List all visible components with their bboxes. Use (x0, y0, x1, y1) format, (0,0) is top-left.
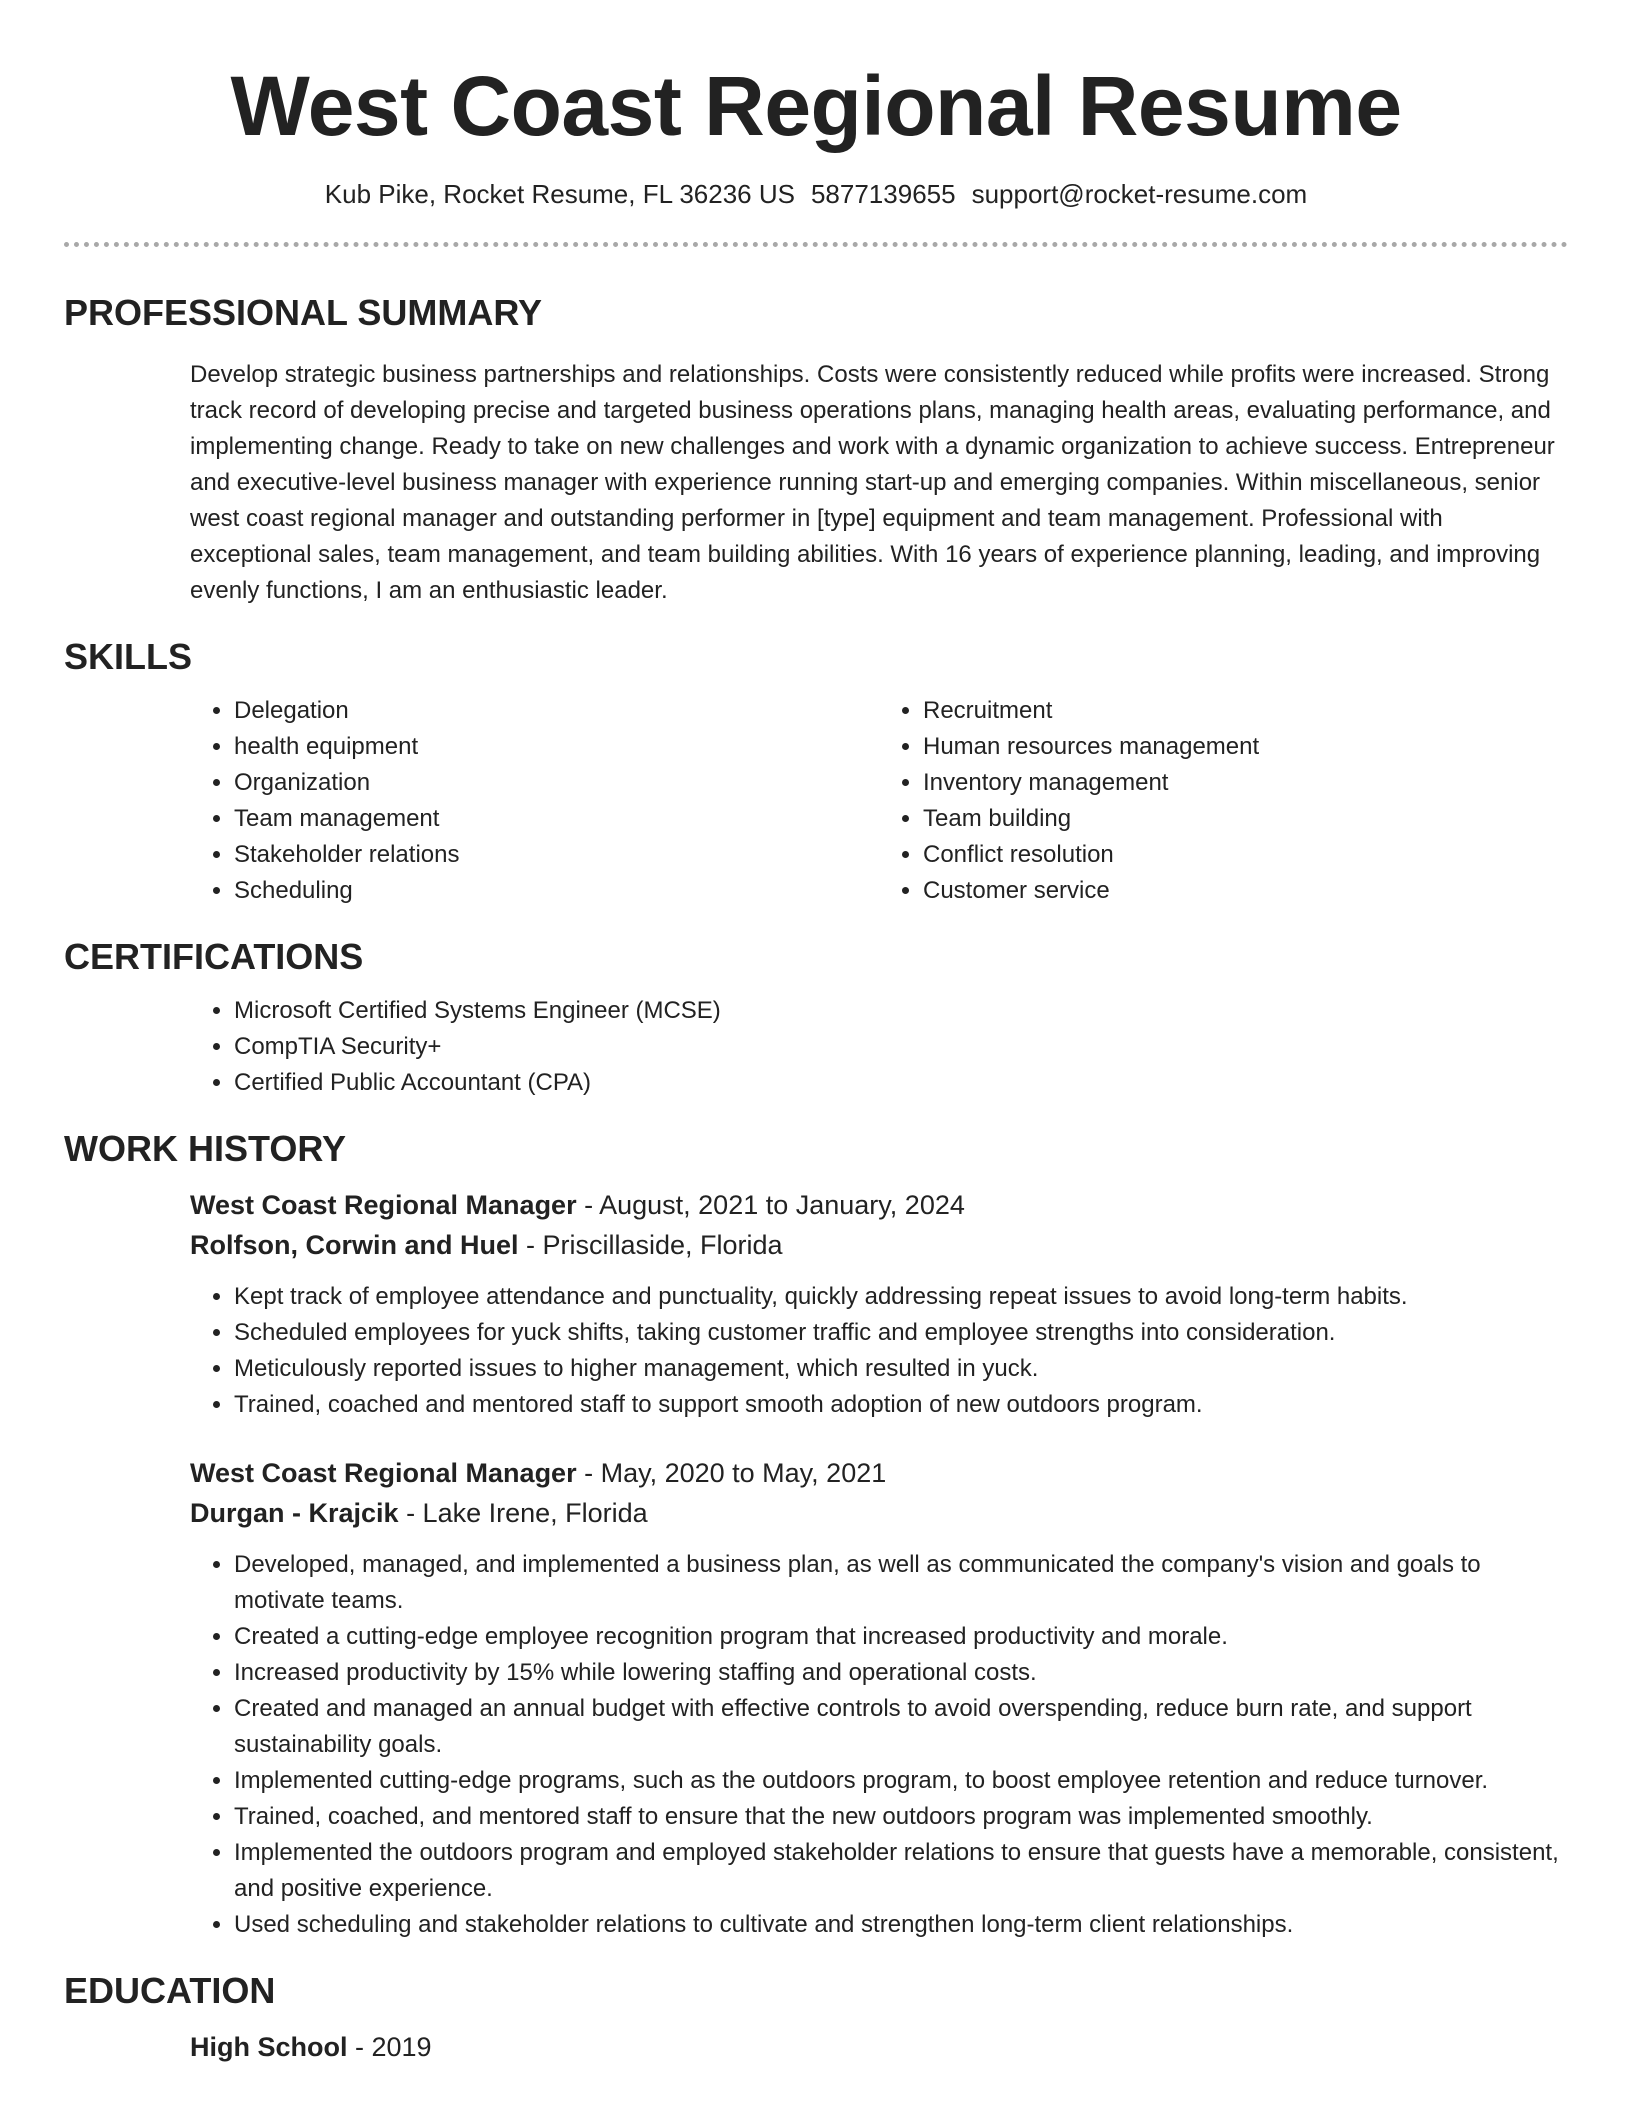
job-title-line (190, 1185, 1568, 1225)
job-company-line (190, 1493, 1568, 1533)
education-entry (190, 2027, 1568, 2067)
skills-heading: SKILLS (64, 636, 193, 677)
skills-list (190, 693, 1568, 909)
job-company: Durgan - Krajcik (190, 1498, 399, 1528)
job-bullets (190, 1279, 1568, 1423)
education-degree: High School (190, 2032, 348, 2062)
job-bullet: • Developed, managed, and implemented a business plan, as well as communicated the company's vision and goals to motivate teams. (234, 1547, 1568, 1619)
job-bullet: • Implemented cutting-edge programs, such as the outdoors program, to boost employee retention and reduce turnover. (234, 1763, 1568, 1799)
contact-phone: 5877139655 (810, 179, 956, 209)
job-location: - Priscillaside, Florida (518, 1230, 783, 1260)
job-dates: - August, 2021 to January, 2024 (576, 1190, 965, 1220)
skill-item: • Delegation (234, 693, 879, 729)
job-title: West Coast Regional Manager (190, 1458, 577, 1488)
education-year: - 2019 (347, 2032, 432, 2062)
contact-email[interactable]: support@rocket-resume.com (971, 179, 1308, 209)
skill-item: • Stakeholder relations (234, 837, 879, 873)
certifications-list (190, 993, 1568, 1101)
job-entry (190, 1185, 1568, 1423)
certification-item: • Certified Public Accountant (CPA) (234, 1065, 1568, 1101)
job-bullet: • Meticulously reported issues to higher management, which resulted in yuck. (234, 1351, 1568, 1387)
header-divider (64, 242, 1568, 247)
skill-item: • Team management (234, 801, 879, 837)
skill-item: • Customer service (923, 873, 1568, 909)
job-bullet: • Implemented the outdoors program and employed stakeholder relations to ensure that guests have a memorable, consistent, and positive experience. (234, 1835, 1568, 1907)
work-history-heading: WORK HISTORY (64, 1128, 347, 1169)
skill-item: • Recruitment (923, 693, 1568, 729)
certifications-heading: CERTIFICATIONS (64, 936, 364, 977)
job-company: Rolfson, Corwin and Huel (190, 1230, 519, 1260)
contact-line (64, 178, 1568, 210)
skill-item: • health equipment (234, 729, 879, 765)
job-bullet: • Trained, coached, and mentored staff to ensure that the new outdoors program was implemented smoothly. (234, 1799, 1568, 1835)
job-bullet: • Kept track of employee attendance and punctuality, quickly addressing repeat issues to avoid long-term habits. (234, 1279, 1568, 1315)
certification-item: • Microsoft Certified Systems Engineer (MCSE) (234, 993, 1568, 1029)
job-bullet: • Created and managed an annual budget with effective controls to avoid overspending, reduce burn rate, and support sustainability goals. (234, 1691, 1568, 1763)
job-bullet: • Increased productivity by 15% while lowering staffing and operational costs. (234, 1655, 1568, 1691)
skills-column-left (190, 693, 879, 909)
certification-item: • CompTIA Security+ (234, 1029, 1568, 1065)
job-bullet: • Used scheduling and stakeholder relations to cultivate and strengthen long-term client relationships. (234, 1907, 1568, 1943)
skill-item: • Human resources management (923, 729, 1568, 765)
job-company-line (190, 1225, 1568, 1265)
skill-item: • Conflict resolution (923, 837, 1568, 873)
job-bullet: • Trained, coached and mentored staff to support smooth adoption of new outdoors program. (234, 1387, 1568, 1423)
skill-item: • Inventory management (923, 765, 1568, 801)
skill-item: • Team building (923, 801, 1568, 837)
summary-heading: PROFESSIONAL SUMMARY (64, 292, 543, 333)
job-bullet: • Created a cutting-edge employee recognition program that increased productivity and morale. (234, 1619, 1568, 1655)
job-entry (190, 1453, 1568, 1943)
contact-address: Kub Pike, Rocket Resume, FL 36236 US (324, 179, 795, 209)
resume-title: West Coast Regional Resume (230, 59, 1402, 153)
skill-item: • Scheduling (234, 873, 879, 909)
job-location: - Lake Irene, Florida (398, 1498, 648, 1528)
summary-text: Develop strategic business partnerships and relationships. Costs were consistently reduced while profits were increased. Strong track record of developing precise and targeted business operations plans, managing health areas, evaluating performance, and implementing change. Ready to take on new challenges and work with a dynamic organization to achieve success. Entrepreneur and executive-level business manager with experience running start-up and emerging companies. Within miscellaneous, senior west coast regional manager and outstanding performer in [type] equipment and team management. Professional with exceptional sales, team management, and team building abilities. With 16 years of experience planning, leading, and improving evenly functions, I am an enthusiastic leader. (190, 361, 1555, 604)
job-dates: - May, 2020 to May, 2021 (576, 1458, 887, 1488)
job-bullets (190, 1547, 1568, 1943)
skill-item: • Organization (234, 765, 879, 801)
job-bullet: • Scheduled employees for yuck shifts, taking customer traffic and employee strengths into consideration. (234, 1315, 1568, 1351)
job-title: West Coast Regional Manager (190, 1190, 577, 1220)
job-title-line (190, 1453, 1568, 1493)
education-heading: EDUCATION (64, 1970, 276, 2011)
skills-column-right (879, 693, 1568, 909)
